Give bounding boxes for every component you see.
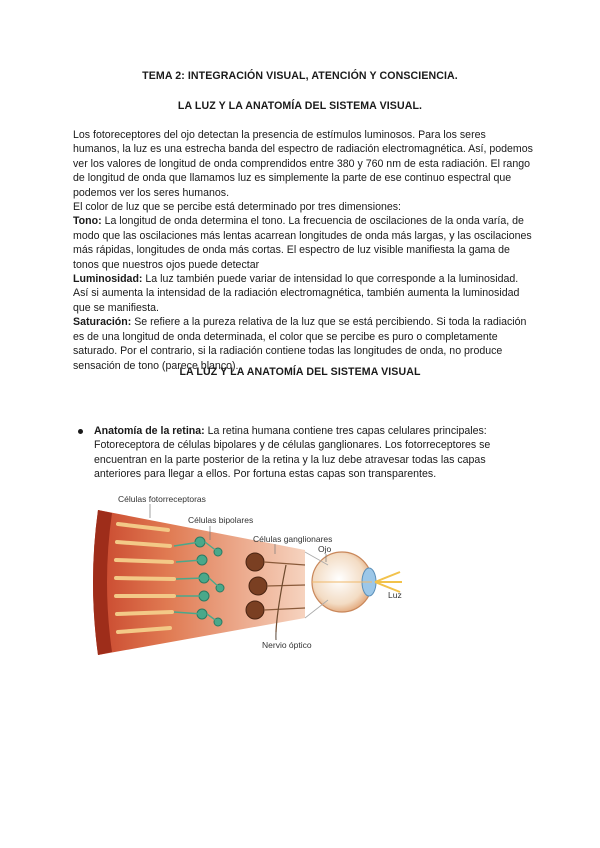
label-photoreceptors: Células fotorreceptoras — [118, 494, 206, 504]
subtitle: LA LUZ Y LA ANATOMÍA DEL SISTEMA VISUAL. — [177, 100, 423, 112]
label-optic-nerve: Nervio óptico — [262, 640, 312, 650]
retina-text: La retina humana contiene tres capas celulares principales: Fotoreceptora de células bipolares y de células ganglionares. Los fotorreceptores se encuentran en la parte posterior de la retina y la luz debe atravesar todas las capas anteriores para llegar a ellos. Por fortuna estas capas son transparentes. — [94, 425, 491, 481]
label-bipolar: Células bipolares — [188, 515, 254, 525]
tono-text: La longitud de onda determina el tono. La frecuencia de oscilaciones de la onda varía, de modo que las oscilaciones más lentas acarrean longitudes de onda más largas, y las oscilaciones más rápidas, longitudes de onda más cortas. El espectro de luz visible manifiesta la gama de tonos que nuestros ojos puede detectar — [73, 215, 532, 271]
dimensions-intro: El color de luz que se percibe está determinado por tres dimensiones: — [73, 201, 401, 214]
section-title: LA LUZ Y LA ANATOMÍA DEL SISTEMA VISUAL — [179, 366, 421, 378]
saturacion-text: Se refiere a la pureza relativa de la luz que se está percibiendo. Si toda la radiación es de una longitud de onda determinada, el color que se percibe es puro o completamente saturado. Por el contrario, si la radiación contiene todas las longitudes de onda, no produce sensación de tono (parece blanco). — [73, 316, 527, 372]
list-item — [94, 424, 532, 482]
retina-diagram — [90, 490, 430, 660]
saturacion-term: Saturación: — [73, 316, 132, 329]
bullet-icon — [78, 429, 83, 434]
intro-paragraph: Los fotoreceptores del ojo detectan la presencia de estímulos luminosos. Para los seres humanos, la luz es una estrecha banda del espectro de radiación electromagnética. Así, podemos ver los valores de longitud de onda comprendidos entre 380 y 760 nm de esta radiación. El rango de longitud de onda que llamamos luz es simplemente la parte de ese continuo espectral que podemos ver los seres humanos. — [73, 129, 533, 199]
label-ganglion: Células ganglionares — [253, 534, 333, 544]
saturacion-paragraph — [73, 315, 533, 373]
tono-paragraph — [73, 214, 533, 272]
tono-term: Tono: — [73, 215, 102, 228]
label-eye: Ojo — [318, 544, 332, 554]
luminosidad-paragraph — [73, 272, 533, 315]
luminosidad-term: Luminosidad: — [73, 273, 143, 286]
luminosidad-text: La luz también puede variar de intensidad lo que corresponde a la luminosidad. Así si aumenta la intensidad de la radiación electromagnética, también aumenta la luminosidad que se manifiesta. — [73, 273, 520, 314]
body-text — [73, 128, 533, 373]
light-rays-icon — [375, 572, 402, 592]
label-light: Luz — [388, 590, 402, 600]
ganglion-layer — [246, 553, 267, 619]
main-title: TEMA 2: INTEGRACIÓN VISUAL, ATENCIÓN Y CONSCIENCIA. — [142, 70, 458, 82]
retina-term: Anatomía de la retina: — [94, 425, 205, 437]
